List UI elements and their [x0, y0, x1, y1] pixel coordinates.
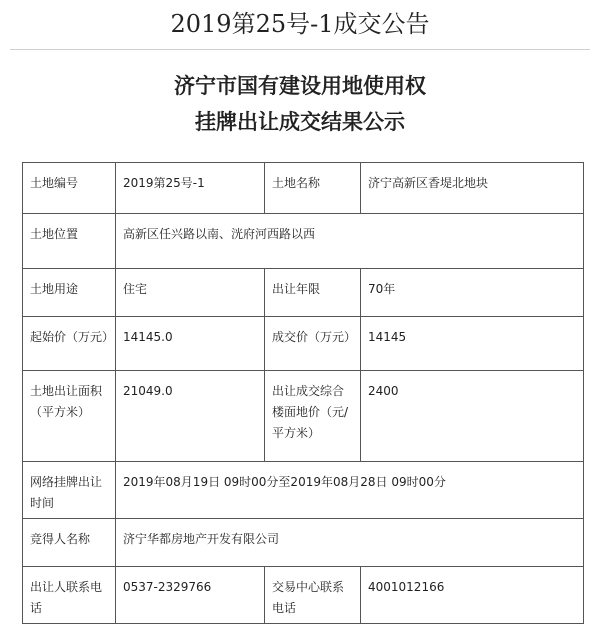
parcel-number-label: 土地编号	[23, 163, 116, 214]
table-row	[23, 163, 584, 214]
table-row	[23, 519, 584, 567]
land-area-label: 土地出让面积（平方米）	[23, 371, 116, 462]
listing-time-label: 网络挂牌出让时间	[23, 462, 116, 519]
deal-price-label: 成交价（万元）	[265, 317, 361, 371]
page-title: 2019第25号-1成交公告	[170, 10, 430, 38]
parcel-name-label: 土地名称	[265, 163, 361, 214]
table-row	[23, 567, 584, 624]
parcel-name-value: 济宁高新区香堤北地块	[361, 163, 584, 214]
table-row	[23, 371, 584, 462]
listing-time-value: 2019年08月19日 09时00分至2019年08月28日 09时00分	[116, 462, 584, 519]
deal-price-value: 14145	[361, 317, 584, 371]
floor-price-label: 出让成交综合楼面地价（元/平方米）	[265, 371, 361, 462]
seller-phone-value: 0537-2329766	[116, 567, 265, 624]
land-use-label: 土地用途	[23, 269, 116, 317]
title-divider	[10, 49, 590, 50]
location-value: 高新区任兴路以南、洸府河西路以西	[116, 214, 584, 269]
center-phone-value: 4001012166	[361, 567, 584, 624]
seller-phone-label: 出让人联系电话	[23, 567, 116, 624]
notice-heading-line1: 济宁市国有建设用地使用权	[174, 73, 426, 98]
winner-label: 竞得人名称	[23, 519, 116, 567]
center-phone-label: 交易中心联系电话	[265, 567, 361, 624]
table-row	[23, 317, 584, 371]
parcel-number-value: 2019第25号-1	[116, 163, 265, 214]
table-row	[23, 214, 584, 269]
table-row	[23, 462, 584, 519]
land-use-value: 住宅	[116, 269, 265, 317]
table-row	[23, 269, 584, 317]
start-price-label: 起始价（万元）	[23, 317, 116, 371]
location-label: 土地位置	[23, 214, 116, 269]
lease-term-label: 出让年限	[265, 269, 361, 317]
start-price-value: 14145.0	[116, 317, 265, 371]
floor-price-value: 2400	[361, 371, 584, 462]
notice-heading-line2: 挂牌出让成交结果公示	[195, 109, 405, 134]
land-area-value: 21049.0	[116, 371, 265, 462]
lease-term-value: 70年	[361, 269, 584, 317]
winner-value: 济宁华都房地产开发有限公司	[116, 519, 584, 567]
transaction-result-table	[22, 162, 584, 624]
